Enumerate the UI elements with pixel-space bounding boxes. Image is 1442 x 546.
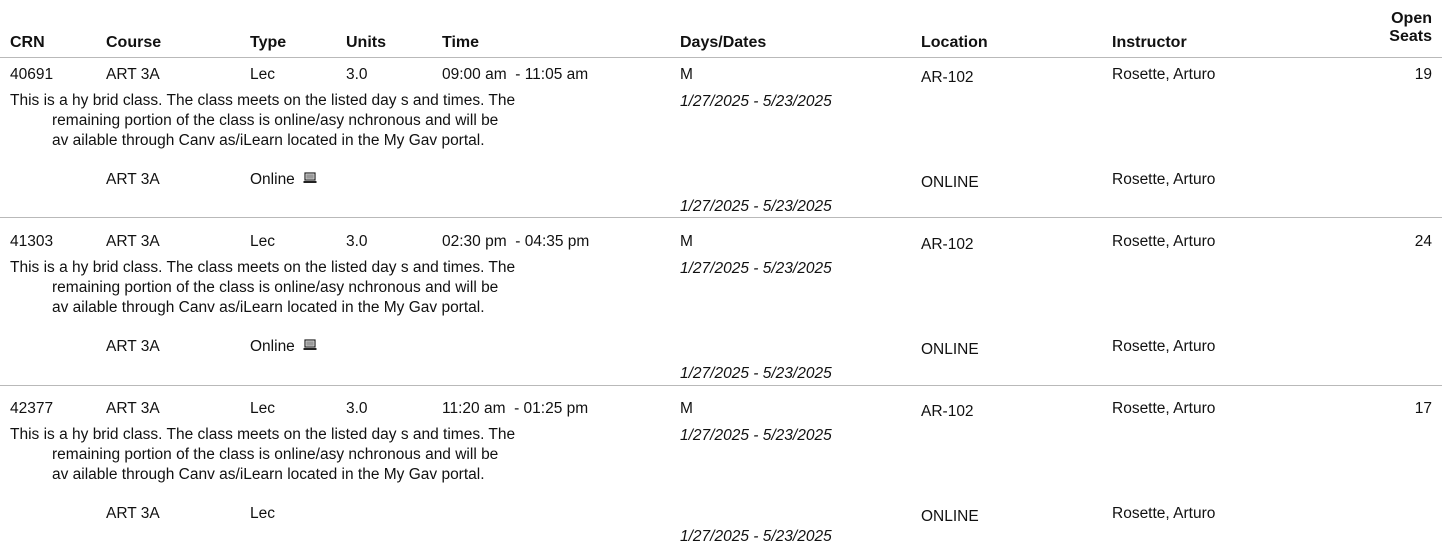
header-open-seats-line2: Seats (1389, 28, 1432, 45)
sub-type-cell: Lec (250, 505, 275, 522)
header-location: Location (921, 34, 988, 51)
sub-date-range: 1/27/2025 - 5/23/2025 (680, 198, 832, 215)
instructor-cell: Rosette, Arturo (1112, 66, 1216, 83)
time-cell: 09:00 am - 11:05 am (442, 66, 589, 83)
type-cell: Lec (250, 233, 275, 250)
sub-instructor-cell: Rosette, Arturo (1112, 171, 1216, 188)
open-seats-cell: 24 (1414, 233, 1432, 250)
time-cell: 11:20 am - 01:25 pm (442, 400, 589, 417)
header-course: Course (106, 34, 162, 51)
section-note (10, 425, 515, 485)
type-cell: Lec (250, 66, 275, 83)
course-cell: ART 3A (106, 233, 160, 250)
time-cell: 02:30 pm - 04:35 pm (442, 233, 590, 250)
note-line: remaining portion of the class is online/asy nchronous and will be (52, 112, 499, 129)
header-units: Units (346, 34, 386, 51)
days-cell: M (680, 400, 693, 417)
note-line: av ailable through Canv as/iLearn located in the My Gav portal. (52, 466, 485, 483)
open-seats-cell: 17 (1414, 400, 1432, 417)
date-range: 1/27/2025 - 5/23/2025 (680, 260, 832, 277)
instructor-cell: Rosette, Arturo (1112, 233, 1216, 250)
date-range: 1/27/2025 - 5/23/2025 (680, 93, 832, 110)
row-divider (0, 217, 1442, 218)
note-line: This is a hy brid class. The class meets on the listed day s and times. The (10, 426, 516, 443)
sub-date-range: 1/27/2025 - 5/23/2025 (680, 365, 832, 382)
note-line: remaining portion of the class is online/asy nchronous and will be (52, 279, 499, 296)
sub-location-cell: ONLINE (921, 508, 979, 525)
sub-date-range: 1/27/2025 - 5/23/2025 (680, 528, 832, 545)
sub-type-cell (250, 171, 317, 189)
sub-location-cell: ONLINE (921, 174, 979, 191)
sub-course-cell: ART 3A (106, 171, 160, 188)
sub-instructor-cell: Rosette, Arturo (1112, 338, 1216, 355)
sub-type-label: Online (250, 171, 295, 189)
header-open-seats-line1: Open (1391, 10, 1432, 27)
open-seats-cell: 19 (1414, 66, 1432, 83)
note-line: This is a hy brid class. The class meets on the listed day s and times. The (10, 92, 516, 109)
sub-location-cell: ONLINE (921, 341, 979, 358)
sub-type-cell (250, 338, 317, 356)
date-range: 1/27/2025 - 5/23/2025 (680, 427, 832, 444)
laptop-icon (303, 338, 317, 356)
course-cell: ART 3A (106, 66, 160, 83)
header-type: Type (250, 34, 287, 51)
crn-cell: 41303 (10, 233, 54, 250)
note-line: remaining portion of the class is online/asy nchronous and will be (52, 446, 499, 463)
row-divider (0, 385, 1442, 386)
units-cell: 3.0 (346, 66, 368, 83)
laptop-icon (303, 171, 317, 189)
section-note (10, 91, 515, 151)
location-cell: AR-102 (921, 236, 974, 253)
crn-cell: 40691 (10, 66, 54, 83)
sub-instructor-cell: Rosette, Arturo (1112, 505, 1216, 522)
note-line: av ailable through Canv as/iLearn located in the My Gav portal. (52, 132, 485, 149)
crn-cell: 42377 (10, 400, 54, 417)
header-crn: CRN (10, 34, 45, 51)
units-cell: 3.0 (346, 400, 368, 417)
sub-course-cell: ART 3A (106, 505, 160, 522)
section-note (10, 258, 515, 318)
location-cell: AR-102 (921, 69, 974, 86)
note-line: This is a hy brid class. The class meets on the listed day s and times. The (10, 259, 516, 276)
header-divider (0, 57, 1442, 58)
location-cell: AR-102 (921, 403, 974, 420)
sub-type-label: Online (250, 338, 295, 356)
header-open-seats (1352, 10, 1432, 46)
sub-course-cell: ART 3A (106, 338, 160, 355)
header-instructor: Instructor (1112, 34, 1187, 51)
note-line: av ailable through Canv as/iLearn located in the My Gav portal. (52, 299, 485, 316)
type-cell: Lec (250, 400, 275, 417)
instructor-cell: Rosette, Arturo (1112, 400, 1216, 417)
header-time: Time (442, 34, 480, 51)
days-cell: M (680, 233, 693, 250)
header-days-dates: Days/Dates (680, 34, 767, 51)
days-cell: M (680, 66, 693, 83)
course-cell: ART 3A (106, 400, 160, 417)
units-cell: 3.0 (346, 233, 368, 250)
